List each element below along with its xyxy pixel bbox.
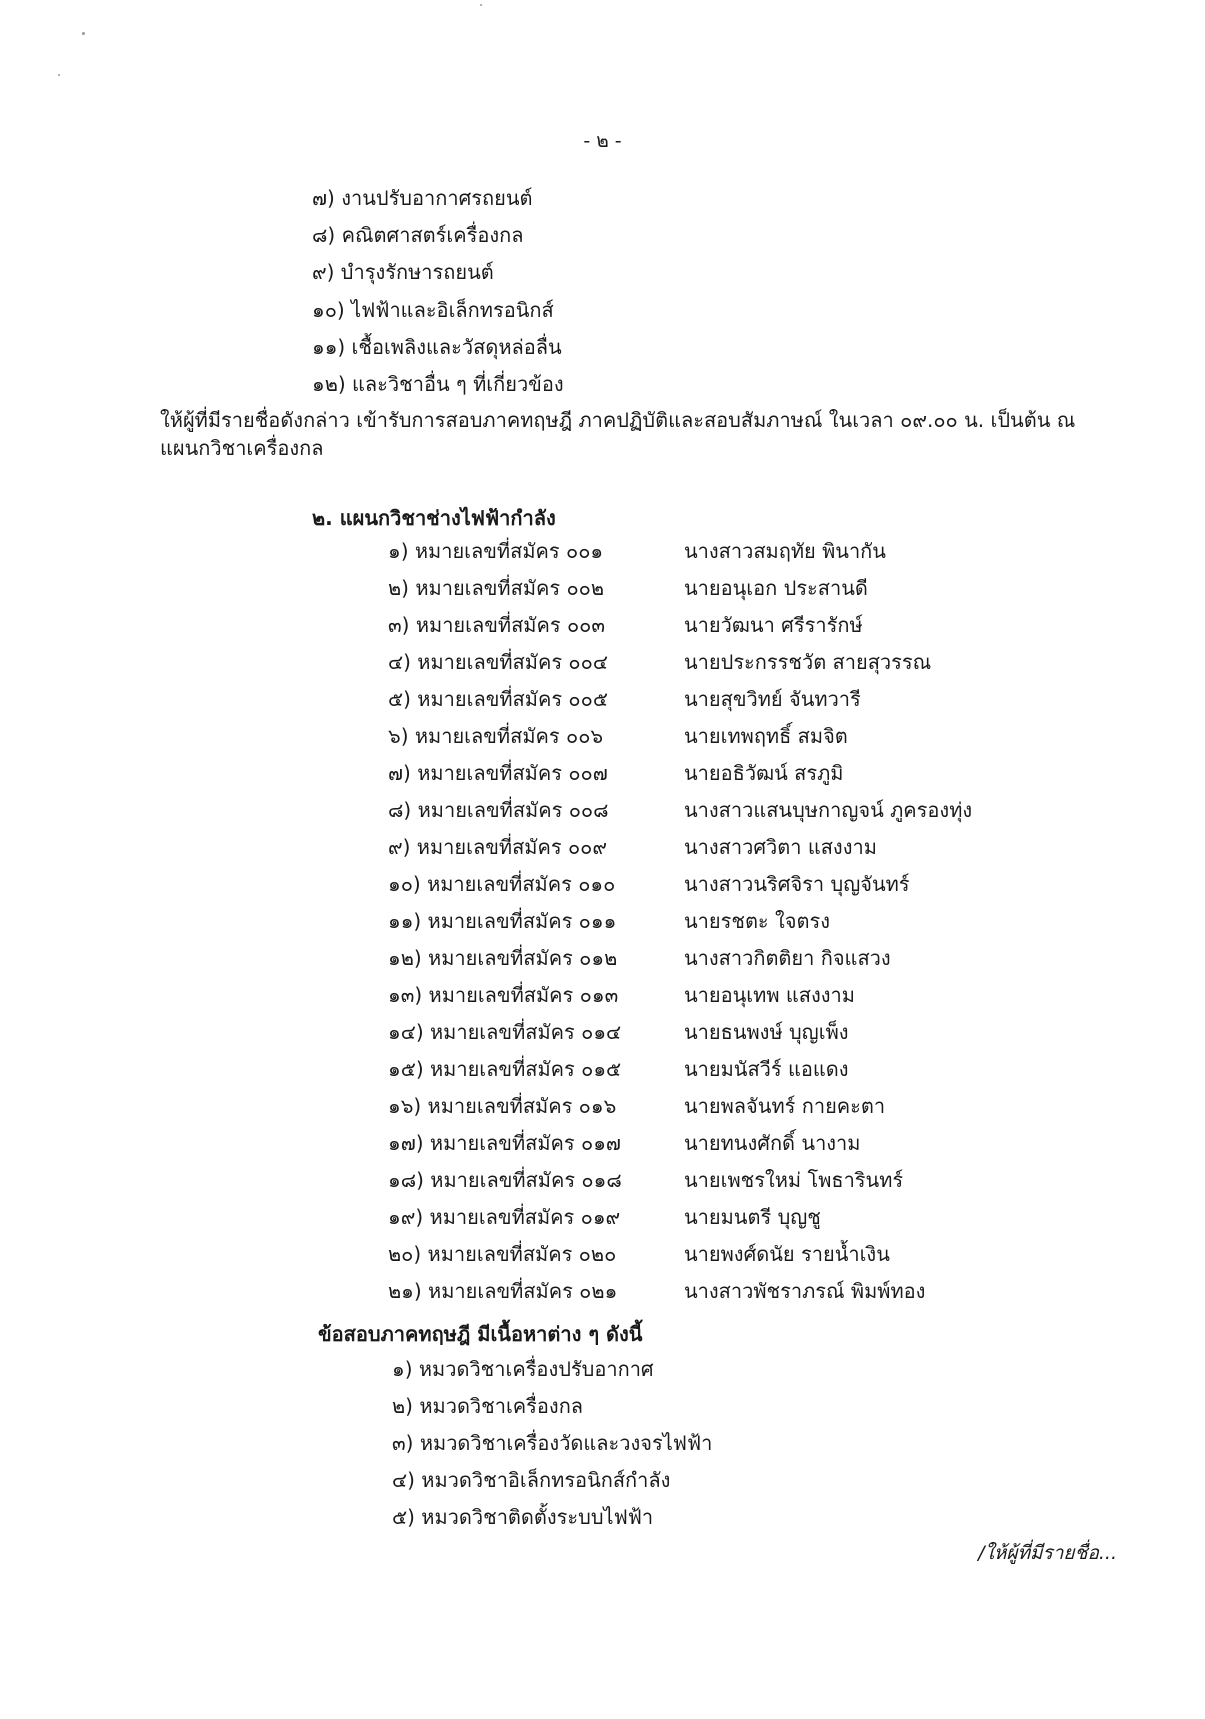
topic-item: ๔) หมวดวิชาอิเล็กทรอนิกส์กำลัง: [392, 1468, 671, 1492]
registration-number: ๓) หมายเลขที่สมัคร ๐๐๓: [388, 613, 606, 637]
roster-row: [388, 795, 972, 825]
applicant-name: นางสาวศวิตา แสงงาม: [684, 835, 877, 859]
applicant-name: นายสุขวิทย์ จันทวารี: [684, 687, 861, 711]
applicant-name: นายอนุเอก ประสานดี: [684, 576, 868, 600]
registration-number: ๗) หมายเลขที่สมัคร ๐๐๗: [388, 761, 608, 785]
subject-item: ๑๒) และวิชาอื่น ๆ ที่เกี่ยวข้อง: [312, 372, 564, 396]
roster-row: [388, 906, 830, 936]
registration-number: ๒๐) หมายเลขที่สมัคร ๐๒๐: [388, 1242, 617, 1266]
registration-number: ๑๓) หมายเลขที่สมัคร ๐๑๓: [388, 983, 619, 1007]
applicant-name: นายทนงศักดิ์ นางาม: [684, 1131, 861, 1155]
scan-speck: [58, 74, 60, 76]
scan-speck: [480, 4, 482, 6]
roster-row: [388, 980, 855, 1010]
subject-item: ๙) บำรุงรักษารถยนต์: [312, 260, 494, 284]
registration-number: ๒๑) หมายเลขที่สมัคร ๐๒๑: [388, 1279, 618, 1303]
roster-row: [388, 1202, 821, 1232]
registration-number: ๑๘) หมายเลขที่สมัคร ๐๑๘: [388, 1168, 622, 1192]
roster-row: [388, 1128, 860, 1158]
roster-row: [388, 684, 861, 714]
applicant-name: นายประกรรชวัต สายสุวรรณ: [684, 650, 932, 674]
subject-item: ๘) คณิตศาสตร์เครื่องกล: [312, 223, 524, 247]
registration-number: ๑๙) หมายเลขที่สมัคร ๐๑๙: [388, 1205, 621, 1229]
registration-number: ๑๑) หมายเลขที่สมัคร ๐๑๑: [388, 909, 617, 933]
roster-row: [388, 1054, 849, 1084]
roster-row: [388, 1091, 885, 1121]
subject-item: ๗) งานปรับอากาศรถยนต์: [312, 186, 533, 210]
applicant-name: นายมนตรี บุญชู: [684, 1205, 821, 1229]
applicant-name: นายเทพฤทธิ์ สมจิต: [684, 724, 848, 748]
registration-number: ๕) หมายเลขที่สมัคร ๐๐๕: [388, 687, 608, 711]
subject-item: ๑๑) เชื้อเพลิงและวัสดุหล่อลื่น: [312, 335, 562, 359]
scan-speck: [82, 32, 85, 35]
roster-row: [388, 943, 891, 973]
roster-row: [388, 573, 868, 603]
subject-item: ๑๐) ไฟฟ้าและอิเล็กทรอนิกส์: [312, 298, 554, 322]
roster-row: [388, 1017, 849, 1047]
applicant-name: นางสาวกิตติยา กิจแสวง: [684, 946, 891, 970]
registration-number: ๙) หมายเลขที่สมัคร ๐๐๙: [388, 835, 608, 859]
topic-item: ๒) หมวดวิชาเครื่องกล: [392, 1394, 584, 1418]
registration-number: ๑๐) หมายเลขที่สมัคร ๐๑๐: [388, 872, 616, 896]
applicant-name: นายธนพงษ์ บุญเพ็ง: [684, 1020, 849, 1044]
roster-row: [388, 1276, 925, 1306]
roster-row: [388, 1165, 903, 1195]
applicant-name: นายเพชรใหม่ โพธารินทร์: [684, 1168, 904, 1192]
applicant-name: นางสาวนริศจิรา บุญจันทร์: [684, 872, 910, 896]
registration-number: ๑๖) หมายเลขที่สมัคร ๐๑๖: [388, 1094, 617, 1118]
applicant-name: นายอธิวัฒน์ สรภูมิ: [684, 761, 844, 785]
registration-number: ๘) หมายเลขที่สมัคร ๐๐๘: [388, 798, 609, 822]
registration-number: ๑๒) หมายเลขที่สมัคร ๐๑๒: [388, 946, 618, 970]
applicant-name: นายวัฒนา ศรีรารักษ์: [684, 613, 863, 637]
roster-row: [388, 758, 843, 788]
roster-row: [388, 610, 863, 640]
page-number: - ๒ -: [583, 130, 622, 152]
registration-number: ๒) หมายเลขที่สมัคร ๐๐๒: [388, 576, 605, 600]
registration-number: ๔) หมายเลขที่สมัคร ๐๐๔: [388, 650, 608, 674]
applicant-name: นายมนัสวีร์ แอแดง: [684, 1057, 849, 1081]
applicant-name: นายอนุเทพ แสงงาม: [684, 983, 855, 1007]
topic-item: ๓) หมวดวิชาเครื่องวัดและวงจรไฟฟ้า: [392, 1431, 713, 1455]
continuation-note: /ให้ผู้ที่มีรายชื่อ...: [978, 1542, 1117, 1564]
roster-row: [388, 832, 877, 862]
section-title: ๒. แผนกวิชาช่างไฟฟ้ากำลัง: [312, 506, 556, 530]
applicant-name: นายพลจันทร์ กายคะตา: [684, 1094, 886, 1118]
registration-number: ๑๗) หมายเลขที่สมัคร ๐๑๗: [388, 1131, 621, 1155]
applicant-name: นายพงศ์ดนัย รายน้ำเงิน: [684, 1242, 890, 1266]
instruction-paragraph: ให้ผู้ที่มีรายชื่อดังกล่าว เข้ารับการสอบภาคทฤษฎี ภาคปฏิบัติและสอบสัมภาษณ์ ในเวลา ๐๙.๐๐ น. เป็นต้น ณ แผนกวิชาเครื่องกล: [160, 408, 1076, 460]
topics-title: ข้อสอบภาคทฤษฎี มีเนื้อหาต่าง ๆ ดังนี้: [318, 1322, 643, 1346]
roster-row: [388, 1239, 890, 1269]
roster-row: [388, 869, 910, 899]
registration-number: ๖) หมายเลขที่สมัคร ๐๐๖: [388, 724, 604, 748]
roster-row: [388, 647, 931, 677]
registration-number: ๑๕) หมายเลขที่สมัคร ๐๑๕: [388, 1057, 622, 1081]
applicant-name: นายรชตะ ใจตรง: [684, 909, 831, 933]
applicant-name: นางสาวสมฤทัย พินากัน: [684, 539, 886, 563]
registration-number: ๑๔) หมายเลขที่สมัคร ๐๑๔: [388, 1020, 622, 1044]
topic-item: ๕) หมวดวิชาติดตั้งระบบไฟฟ้า: [392, 1505, 654, 1529]
roster-row: [388, 721, 848, 751]
applicant-name: นางสาวพัชราภรณ์ พิมพ์ทอง: [684, 1279, 926, 1303]
roster-row: [388, 536, 886, 566]
topic-item: ๑) หมวดวิชาเครื่องปรับอากาศ: [392, 1357, 654, 1381]
registration-number: ๑) หมายเลขที่สมัคร ๐๐๑: [388, 539, 604, 563]
applicant-name: นางสาวแสนบุษกาญจน์ ภูครองทุ่ง: [684, 798, 973, 822]
